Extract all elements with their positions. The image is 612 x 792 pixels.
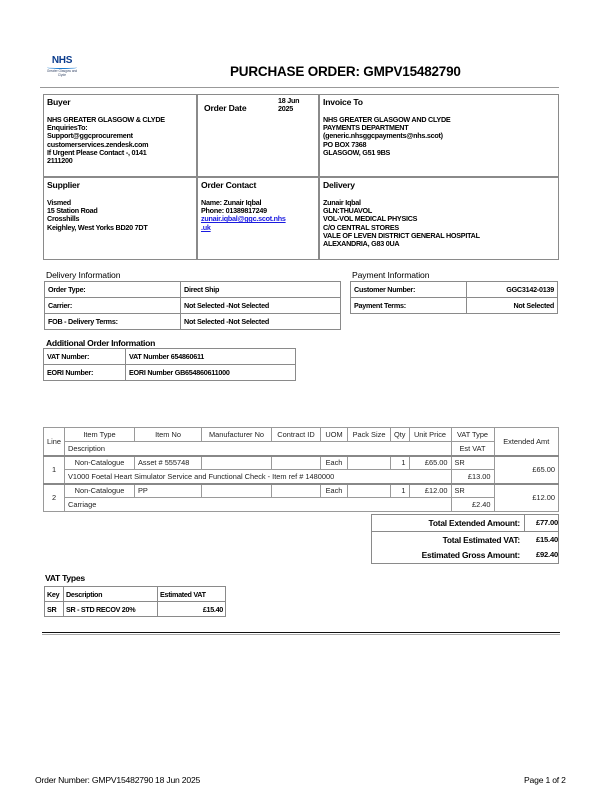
nhs-logo-subtext: Greater Glasgow and Clyde <box>46 69 78 77</box>
extended-amt: £65.00 <box>494 456 559 484</box>
contact-email-link[interactable]: zunair.iqbal@ggc.scot.nhs <box>201 214 286 224</box>
supplier-section <box>44 178 196 260</box>
buyer-line: customerservices.zendesk.com <box>47 139 149 149</box>
table-row <box>351 282 558 298</box>
delivery-line: ALEXANDRIA, G83 0UA <box>323 239 400 249</box>
contact-name: Name: Zunair Iqbal <box>201 198 262 207</box>
extended-amt: £12.00 <box>494 484 559 512</box>
payment-info-label: Customer Number: <box>351 282 467 298</box>
contact-phone: Phone: 01389817249 <box>201 206 267 216</box>
contract-id <box>272 484 321 498</box>
delivery-info-value: Direct Ship <box>181 282 341 298</box>
table-header-row <box>44 442 559 456</box>
table-row <box>44 456 559 470</box>
section-divider <box>42 632 560 635</box>
supplier-line: Vismed <box>47 198 71 207</box>
unit-price: £65.00 <box>409 456 451 470</box>
address-grid <box>43 94 559 260</box>
buyer-line: NHS GREATER GLASGOW & CLYDE <box>47 115 165 124</box>
supplier-line: 15 Station Road <box>47 206 98 216</box>
delivery-info-table <box>44 281 341 330</box>
delivery-info-value: Not Selected -Not Selected <box>181 314 341 330</box>
delivery-line: Zunair Iqbal <box>323 198 361 207</box>
delivery-info-value: Not Selected -Not Selected <box>181 298 341 314</box>
total-extended-label: Total Extended Amount: <box>428 518 520 528</box>
table-row <box>44 484 559 498</box>
uom: Each <box>321 456 348 470</box>
header-divider <box>40 87 559 88</box>
order-date-value-1: 18 Jun <box>278 96 300 105</box>
est-vat: £13.00 <box>451 470 494 484</box>
col-header-vat-type: VAT Type <box>451 428 494 442</box>
delivery-line: C/O CENTRAL STORES <box>323 222 399 232</box>
table-row <box>45 602 226 617</box>
buyer-line: If Urgent Please Contact -, 0141 <box>47 147 147 157</box>
footer-date: 18 Jun 2025 <box>155 775 201 785</box>
table-header-row <box>45 587 226 602</box>
manufacturer-no <box>202 456 272 470</box>
item-type: Non-Catalogue <box>65 456 135 470</box>
line-description: Carriage <box>65 498 452 512</box>
invoice-line: NHS GREATER GLASGOW AND CLYDE <box>323 115 451 124</box>
order-date-label: Order Date <box>204 103 247 113</box>
line-number: 2 <box>44 484 65 512</box>
item-no: Asset # 555748 <box>135 456 202 470</box>
additional-info-label: EORI Number: <box>44 365 126 381</box>
col-header-item-type: Item Type <box>65 428 135 442</box>
additional-info-title: Additional Order Information <box>46 338 156 348</box>
table-row <box>351 298 558 314</box>
est-vat: £2.40 <box>451 498 494 512</box>
table-row <box>45 282 341 298</box>
qty: 1 <box>391 484 410 498</box>
table-row <box>45 298 341 314</box>
vat-types-table <box>44 586 226 617</box>
col-header-est-vat: Est VAT <box>451 442 494 456</box>
footer-order-number: Order Number: GMPV15482790 <box>35 775 154 785</box>
vat-type: SR <box>451 484 494 498</box>
col-header-extended-amt: Extended Amt <box>494 428 559 456</box>
col-header-description: Description <box>65 442 452 456</box>
totals-divider <box>372 531 558 532</box>
delivery-line: VALE OF LEVEN DISTRICT GENERAL HOSPITAL <box>323 230 480 240</box>
col-header-unit-price: Unit Price <box>409 428 451 442</box>
col-header-item-no: Item No <box>135 428 202 442</box>
invoice-to-section <box>320 95 560 176</box>
contract-id <box>272 456 321 470</box>
buyer-section <box>44 95 196 176</box>
pack-size <box>348 484 391 498</box>
manufacturer-no <box>202 484 272 498</box>
nhs-logo-text: NHS <box>51 55 73 66</box>
payment-info-value: Not Selected <box>467 298 558 314</box>
delivery-title: Delivery <box>323 180 355 190</box>
order-lines-table <box>43 427 559 512</box>
vat-type: SR <box>451 456 494 470</box>
total-vat-value: £15.40 <box>535 535 558 544</box>
supplier-line: Keighley, West Yorks BD20 7DT <box>47 222 148 232</box>
pack-size <box>348 456 391 470</box>
gross-amount-value: £92.40 <box>535 550 558 559</box>
additional-info-label: VAT Number: <box>44 349 126 365</box>
payment-info-label: Payment Terms: <box>351 298 467 314</box>
additional-info-value: VAT Number 654860611 <box>126 349 296 365</box>
additional-info-table <box>43 348 296 381</box>
supplier-title: Supplier <box>47 180 80 190</box>
totals-box <box>371 514 559 564</box>
qty: 1 <box>391 456 410 470</box>
delivery-section <box>320 178 560 260</box>
delivery-line: VOL-VOL MEDICAL PHYSICS <box>323 214 418 224</box>
col-header-uom: UOM <box>321 428 348 442</box>
order-date-section <box>198 95 318 176</box>
buyer-line: Support@ggcprocurement <box>47 131 133 141</box>
payment-info-value: GGC3142-0139 <box>467 282 558 298</box>
table-row <box>45 314 341 330</box>
invoice-line: PO BOX 7368 <box>323 139 367 149</box>
col-header-qty: Qty <box>391 428 410 442</box>
vat-estimated: £15.40 <box>158 602 226 617</box>
delivery-info-label: FOB - Delivery Terms: <box>45 314 181 330</box>
contact-email-link-cont[interactable]: .uk <box>201 222 211 232</box>
delivery-info-label: Carrier: <box>45 298 181 314</box>
buyer-line: 2111200 <box>47 156 73 166</box>
additional-info-value: EORI Number GB654860611000 <box>126 365 296 381</box>
buyer-line: EnquiriesTo: <box>47 123 88 133</box>
vat-types-title: VAT Types <box>45 573 85 583</box>
item-no: PP <box>135 484 202 498</box>
uom: Each <box>321 484 348 498</box>
total-vat-label: Total Estimated VAT: <box>442 535 520 545</box>
order-contact-section <box>198 178 318 260</box>
totals-divider <box>524 515 525 531</box>
table-row <box>44 365 296 381</box>
delivery-line: GLN:THUAVOL <box>323 206 373 216</box>
line-description: V1000 Foetal Heart Simulator Service and Functional Check - Item ref # 1480000 <box>65 470 452 484</box>
table-row-description <box>44 498 559 512</box>
vat-key: SR <box>45 602 64 617</box>
line-number: 1 <box>44 456 65 484</box>
order-contact-title: Order Contact <box>201 180 257 190</box>
invoice-line: PAYMENTS DEPARTMENT <box>323 123 409 133</box>
vat-description: SR - STD RECOV 20% <box>64 602 158 617</box>
unit-price: £12.00 <box>409 484 451 498</box>
nhs-logo <box>44 56 80 88</box>
total-extended-value: £77.00 <box>535 518 558 527</box>
item-type: Non-Catalogue <box>65 484 135 498</box>
invoice-line: (generic.nhsggcpayments@nhs.scot) <box>323 131 443 141</box>
col-header-pack-size: Pack Size <box>348 428 391 442</box>
gross-amount-label: Estimated Gross Amount: <box>421 550 520 560</box>
vat-header-description: Description <box>64 587 158 602</box>
order-date-value-2: 2025 <box>278 104 293 113</box>
page-title: PURCHASE ORDER: GMPV15482790 <box>230 64 461 79</box>
supplier-line: Crosshills <box>47 214 80 224</box>
delivery-info-title: Delivery Information <box>46 270 121 280</box>
col-header-manufacturer-no: Manufacturer No <box>202 428 272 442</box>
col-header-contract-id: Contract ID <box>272 428 321 442</box>
footer-page-number: Page 1 of 2 <box>524 775 566 785</box>
buyer-title: Buyer <box>47 97 71 107</box>
payment-info-title: Payment Information <box>352 270 430 280</box>
invoice-to-title: Invoice To <box>323 97 363 107</box>
table-header-row <box>44 428 559 442</box>
table-row <box>44 349 296 365</box>
vat-header-estimated-vat: Estimated VAT <box>158 587 226 602</box>
payment-info-table <box>350 281 558 314</box>
invoice-line: GLASGOW, G51 9BS <box>323 147 391 157</box>
col-header-line: Line <box>44 428 65 456</box>
delivery-info-label: Order Type: <box>45 282 181 298</box>
table-row-description <box>44 470 559 484</box>
vat-header-key: Key <box>45 587 64 602</box>
